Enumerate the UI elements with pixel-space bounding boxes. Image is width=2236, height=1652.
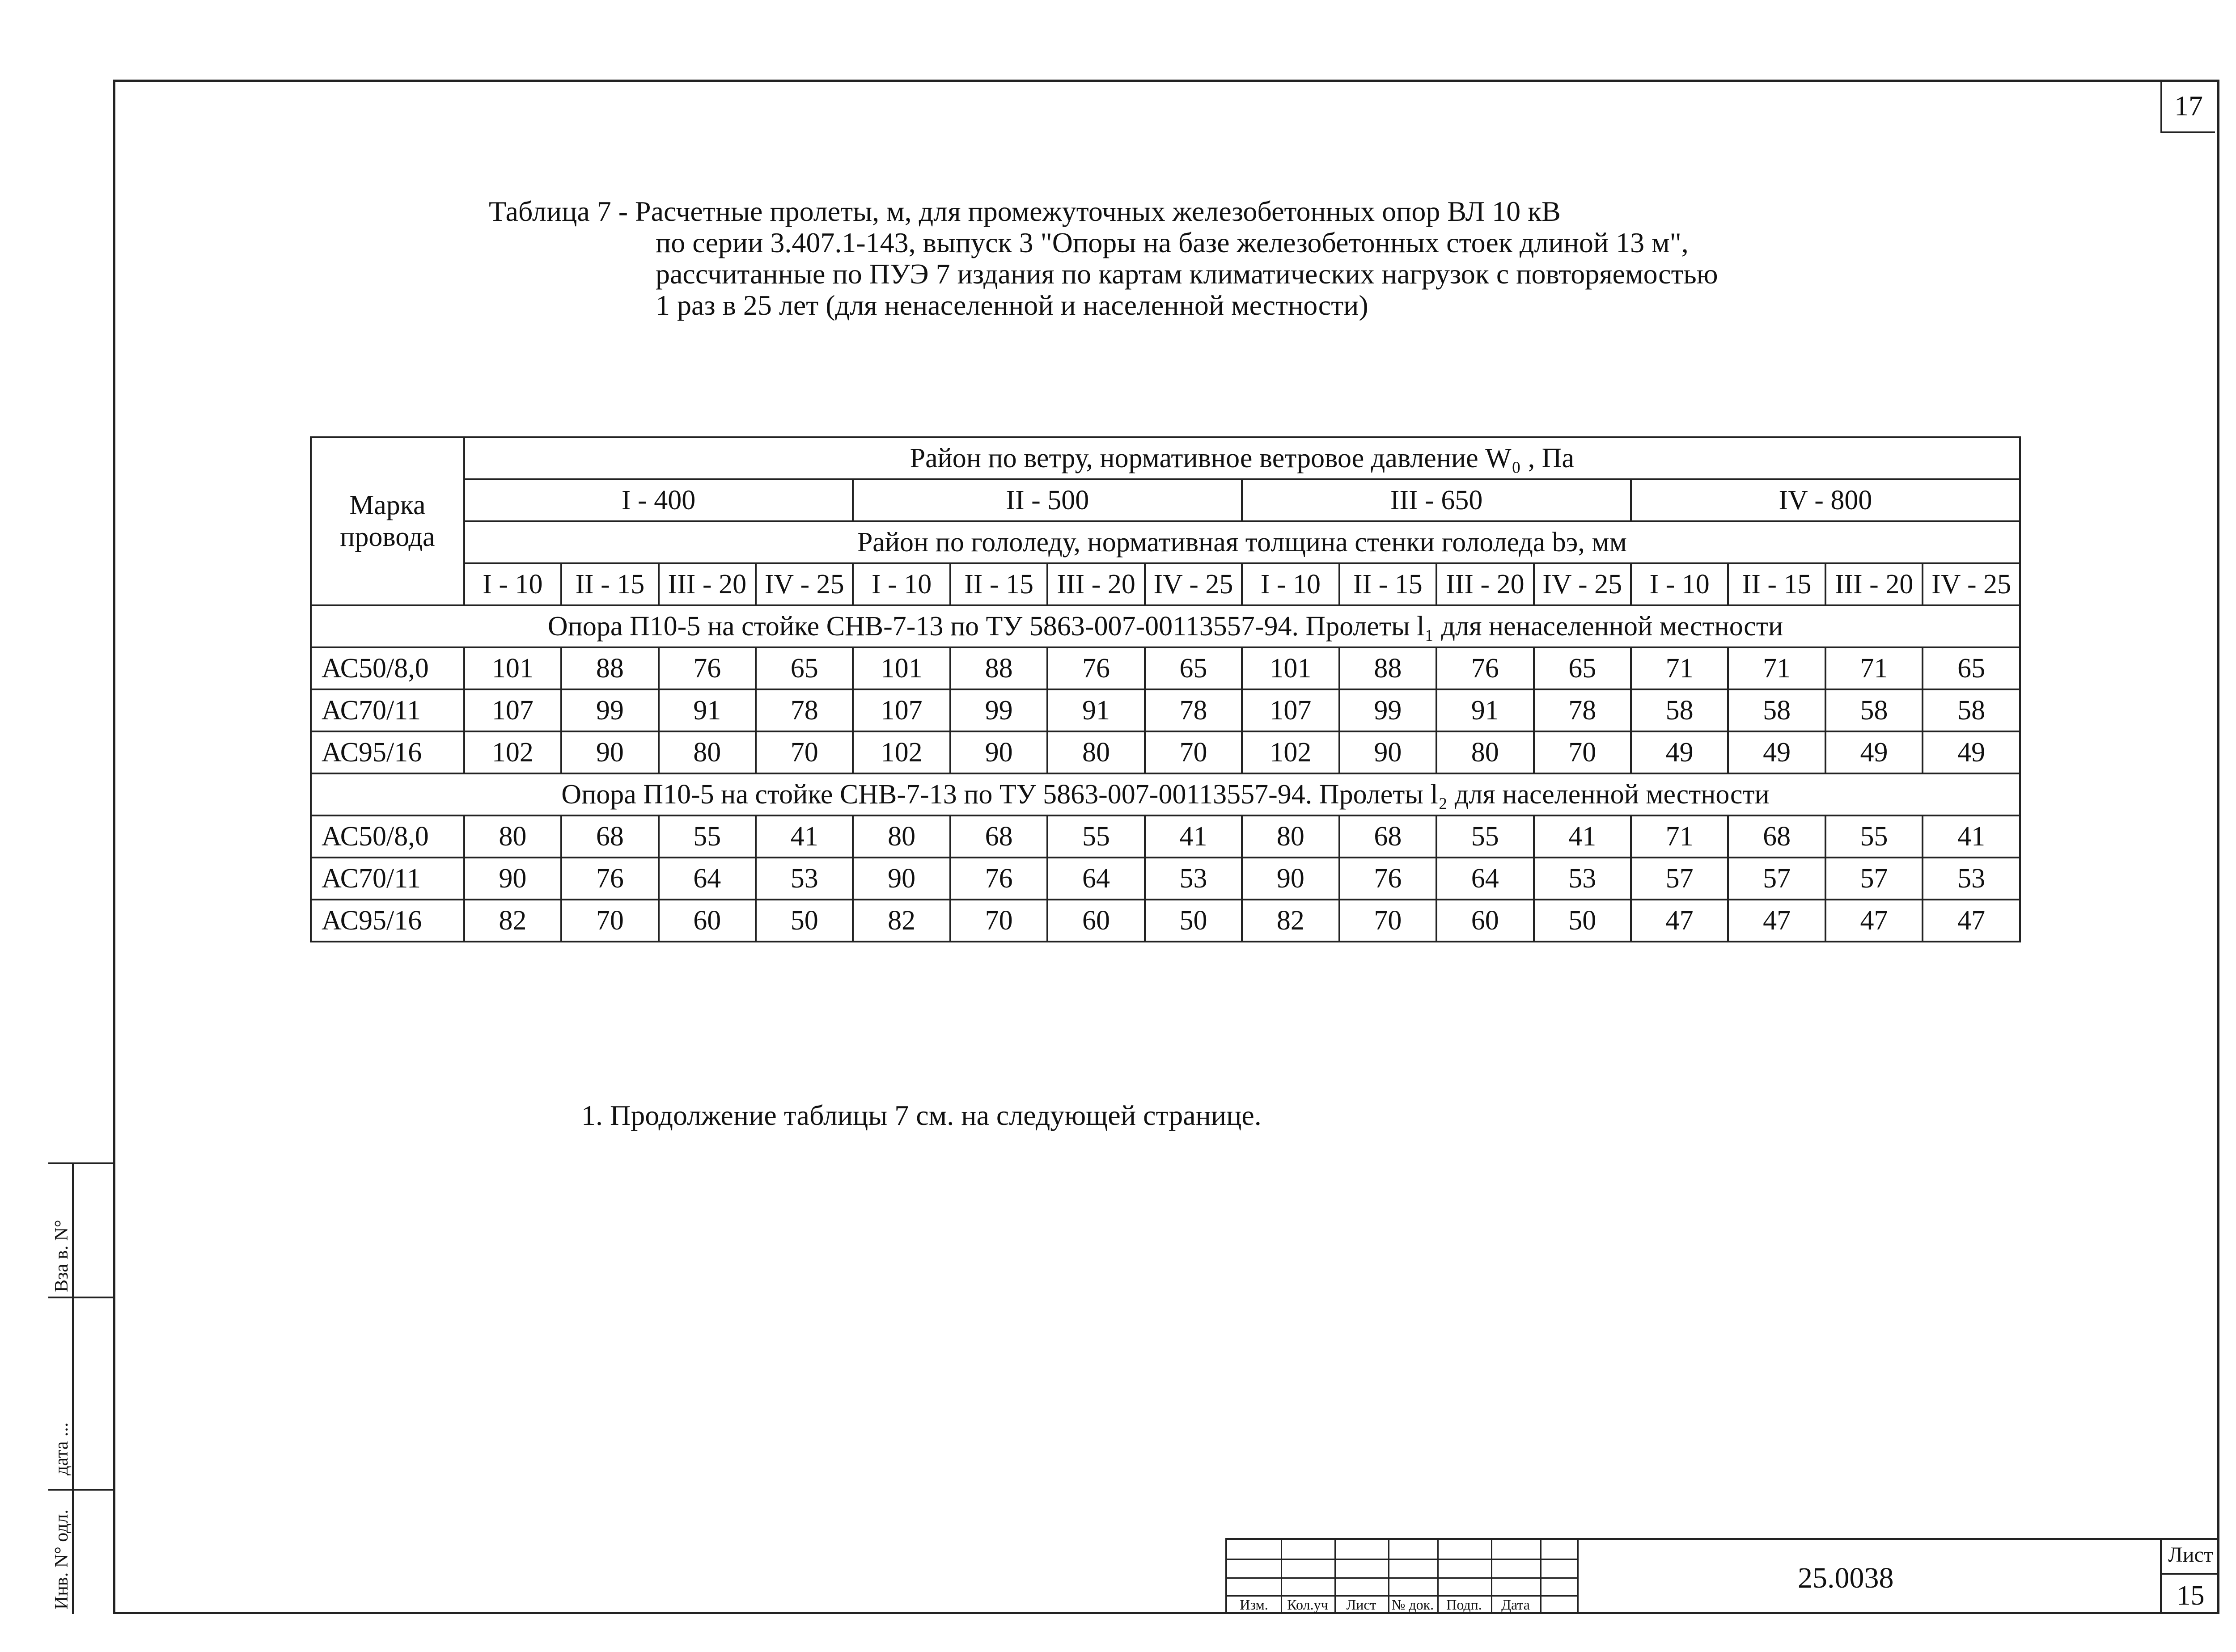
- span-value: 60: [1436, 900, 1533, 942]
- span-value: 65: [1923, 647, 2020, 689]
- ice-region: IV - 25: [1145, 563, 1242, 605]
- span-value: 91: [1436, 689, 1533, 731]
- side-label-vzam: Вза в. N°: [51, 1220, 72, 1292]
- sheet-number: 15: [2177, 1580, 2205, 1611]
- span-value: 57: [1825, 858, 1923, 900]
- span-value: 71: [1728, 647, 1825, 689]
- span-value: 80: [659, 731, 756, 773]
- ice-region: I - 10: [853, 563, 950, 605]
- span-value: 80: [464, 815, 561, 858]
- span-value: 76: [1436, 647, 1533, 689]
- span-value: 107: [464, 689, 561, 731]
- table-row: [311, 731, 2020, 773]
- ice-region: II - 15: [1728, 563, 1825, 605]
- span-value: 71: [1631, 647, 1728, 689]
- wind-header: Район по ветру, нормативное ветровое давление W₀ , Па: [464, 437, 2020, 479]
- wire-mark: АС50/8,0: [311, 815, 464, 858]
- sheet-label: Лист: [2168, 1543, 2213, 1567]
- span-value: 68: [950, 815, 1047, 858]
- span-value: 88: [561, 647, 658, 689]
- span-value: 65: [1534, 647, 1631, 689]
- span-value: 57: [1728, 858, 1825, 900]
- wind-region: II - 500: [853, 479, 1242, 521]
- grid-hline: [1227, 1559, 1577, 1560]
- span-value: 53: [1534, 858, 1631, 900]
- span-value: 99: [1339, 689, 1436, 731]
- sheet-divider: [2162, 1573, 2219, 1575]
- span-value: 101: [1242, 647, 1339, 689]
- span-value: 49: [1825, 731, 1923, 773]
- table-row: [311, 563, 2020, 605]
- section-title: Опора П10-5 на стойке СНВ-7-13 по ТУ 5863-007-00113557-94. Пролеты l₁ для ненаселенной местности: [311, 605, 2020, 647]
- side-label-inv: Инв. N° одл.: [51, 1509, 72, 1610]
- span-value: 101: [853, 647, 950, 689]
- ice-region: I - 10: [1242, 563, 1339, 605]
- continuation-note: 1. Продолжение таблицы 7 см. на следующей странице.: [581, 1099, 1262, 1131]
- side-stamp-strip: [48, 1162, 113, 1614]
- span-value: 53: [1145, 858, 1242, 900]
- table-row: [311, 521, 2020, 563]
- span-value: 80: [1436, 731, 1533, 773]
- span-value: 64: [1047, 858, 1144, 900]
- span-value: 65: [756, 647, 853, 689]
- ice-region: III - 20: [1047, 563, 1144, 605]
- table-row: [311, 689, 2020, 731]
- span-value: 78: [1145, 689, 1242, 731]
- span-value: 76: [659, 647, 756, 689]
- ice-region: II - 15: [561, 563, 658, 605]
- span-value: 41: [1145, 815, 1242, 858]
- span-value: 82: [1242, 900, 1339, 942]
- span-value: 49: [1728, 731, 1825, 773]
- span-value: 70: [1145, 731, 1242, 773]
- wire-mark: АС95/16: [311, 731, 464, 773]
- span-value: 55: [1047, 815, 1144, 858]
- span-value: 102: [464, 731, 561, 773]
- span-value: 50: [756, 900, 853, 942]
- span-value: 80: [1242, 815, 1339, 858]
- span-value: 58: [1728, 689, 1825, 731]
- side-label-podp: дата ...: [51, 1422, 72, 1475]
- caption-line-1: Таблица 7 - Расчетные пролеты, м, для промежуточных железобетонных опор ВЛ 10 кВ: [489, 195, 1561, 227]
- span-value: 57: [1631, 858, 1728, 900]
- span-value: 65: [1145, 647, 1242, 689]
- span-value: 50: [1145, 900, 1242, 942]
- span-value: 60: [1047, 900, 1144, 942]
- span-value: 80: [1047, 731, 1144, 773]
- span-value: 90: [1242, 858, 1339, 900]
- span-value: 68: [1728, 815, 1825, 858]
- revision-column-label: Изм.: [1240, 1597, 1268, 1613]
- table-row: [311, 900, 2020, 942]
- ice-region: IV - 25: [756, 563, 853, 605]
- span-value: 90: [464, 858, 561, 900]
- span-value: 49: [1923, 731, 2020, 773]
- span-value: 102: [853, 731, 950, 773]
- ice-region: IV - 25: [1923, 563, 2020, 605]
- span-value: 90: [561, 731, 658, 773]
- ice-region: I - 10: [1631, 563, 1728, 605]
- span-value: 70: [561, 900, 658, 942]
- span-value: 76: [1047, 647, 1144, 689]
- span-value: 47: [1923, 900, 2020, 942]
- document-number: 25.0038: [1798, 1562, 1894, 1594]
- wire-mark: АС70/11: [311, 689, 464, 731]
- span-value: 49: [1631, 731, 1728, 773]
- span-value: 68: [1339, 815, 1436, 858]
- span-value: 90: [853, 858, 950, 900]
- span-value: 71: [1631, 815, 1728, 858]
- span-value: 64: [1436, 858, 1533, 900]
- span-value: 68: [561, 815, 658, 858]
- span-value: 80: [853, 815, 950, 858]
- ice-region: III - 20: [659, 563, 756, 605]
- span-value: 91: [659, 689, 756, 731]
- span-value: 82: [464, 900, 561, 942]
- caption-line-4: 1 раз в 25 лет (для ненаселенной и населенной местности): [656, 289, 1368, 321]
- span-value: 55: [1825, 815, 1923, 858]
- span-value: 76: [1339, 858, 1436, 900]
- span-value: 41: [1923, 815, 2020, 858]
- span-value: 70: [756, 731, 853, 773]
- span-value: 90: [950, 731, 1047, 773]
- span-value: 58: [1825, 689, 1923, 731]
- wire-mark: АС50/8,0: [311, 647, 464, 689]
- span-value: 53: [1923, 858, 2020, 900]
- span-value: 107: [853, 689, 950, 731]
- span-value: 53: [756, 858, 853, 900]
- grid-vline: [1540, 1540, 1541, 1614]
- span-value: 99: [950, 689, 1047, 731]
- span-value: 55: [659, 815, 756, 858]
- span-value: 82: [853, 900, 950, 942]
- span-value: 58: [1631, 689, 1728, 731]
- ice-region: II - 15: [950, 563, 1047, 605]
- span-value: 50: [1534, 900, 1631, 942]
- span-value: 107: [1242, 689, 1339, 731]
- ice-region: III - 20: [1825, 563, 1923, 605]
- span-value: 70: [1339, 900, 1436, 942]
- spans-table: [310, 436, 2021, 942]
- span-value: 88: [950, 647, 1047, 689]
- revision-column-label: Подп.: [1446, 1597, 1482, 1613]
- span-value: 47: [1631, 900, 1728, 942]
- ice-region: II - 15: [1339, 563, 1436, 605]
- span-value: 99: [561, 689, 658, 731]
- ice-region: I - 10: [464, 563, 561, 605]
- span-value: 41: [756, 815, 853, 858]
- span-value: 90: [1339, 731, 1436, 773]
- span-value: 78: [756, 689, 853, 731]
- section-title: Опора П10-5 на стойке СНВ-7-13 по ТУ 5863-007-00113557-94. Пролеты l₂ для населенной местности: [311, 773, 2020, 815]
- table-row: [311, 479, 2020, 521]
- title-block: [1225, 1538, 2219, 1614]
- caption-line-3: рассчитанные по ПУЭ 7 издания по картам климатических нагрузок с повторяемостью: [656, 258, 1718, 290]
- caption-line-2: по серии 3.407.1-143, выпуск 3 "Опоры на базе железобетонных стоек длиной 13 м",: [656, 227, 1689, 258]
- wire-mark: АС70/11: [311, 858, 464, 900]
- revision-column-label: Дата: [1501, 1597, 1530, 1613]
- span-value: 58: [1923, 689, 2020, 731]
- span-value: 78: [1534, 689, 1631, 731]
- wind-region: III - 650: [1242, 479, 1631, 521]
- span-value: 76: [561, 858, 658, 900]
- ice-header: Район по гололеду, нормативная толщина стенки гололеда bэ, мм: [464, 521, 2020, 563]
- table-row: [311, 773, 2020, 815]
- sheet-box: [2160, 1540, 2219, 1614]
- span-value: 41: [1534, 815, 1631, 858]
- table-row: [311, 647, 2020, 689]
- span-value: 101: [464, 647, 561, 689]
- revision-column-label: Лист: [1346, 1597, 1376, 1613]
- span-value: 71: [1825, 647, 1923, 689]
- grid-hline: [1227, 1577, 1577, 1579]
- table-row: [311, 437, 2020, 479]
- table-row: [311, 815, 2020, 858]
- table-caption: [489, 196, 1718, 321]
- span-value: 47: [1825, 900, 1923, 942]
- span-value: 60: [659, 900, 756, 942]
- span-value: 55: [1436, 815, 1533, 858]
- revision-grid: [1225, 1540, 1579, 1614]
- span-value: 91: [1047, 689, 1144, 731]
- table-row: [311, 858, 2020, 900]
- span-value: 88: [1339, 647, 1436, 689]
- mark-header: Марка провода: [311, 437, 464, 605]
- span-value: 70: [1534, 731, 1631, 773]
- span-value: 76: [950, 858, 1047, 900]
- wire-mark: АС95/16: [311, 900, 464, 942]
- wind-region: IV - 800: [1631, 479, 2020, 521]
- ice-region: IV - 25: [1534, 563, 1631, 605]
- span-value: 70: [950, 900, 1047, 942]
- revision-column-label: Кол.уч: [1287, 1597, 1328, 1613]
- span-value: 47: [1728, 900, 1825, 942]
- wind-region: I - 400: [464, 479, 853, 521]
- revision-column-label: № док.: [1391, 1597, 1434, 1613]
- ice-region: III - 20: [1436, 563, 1533, 605]
- span-value: 102: [1242, 731, 1339, 773]
- table-row: [311, 605, 2020, 647]
- span-value: 64: [659, 858, 756, 900]
- top-page-number: 17: [2160, 80, 2215, 133]
